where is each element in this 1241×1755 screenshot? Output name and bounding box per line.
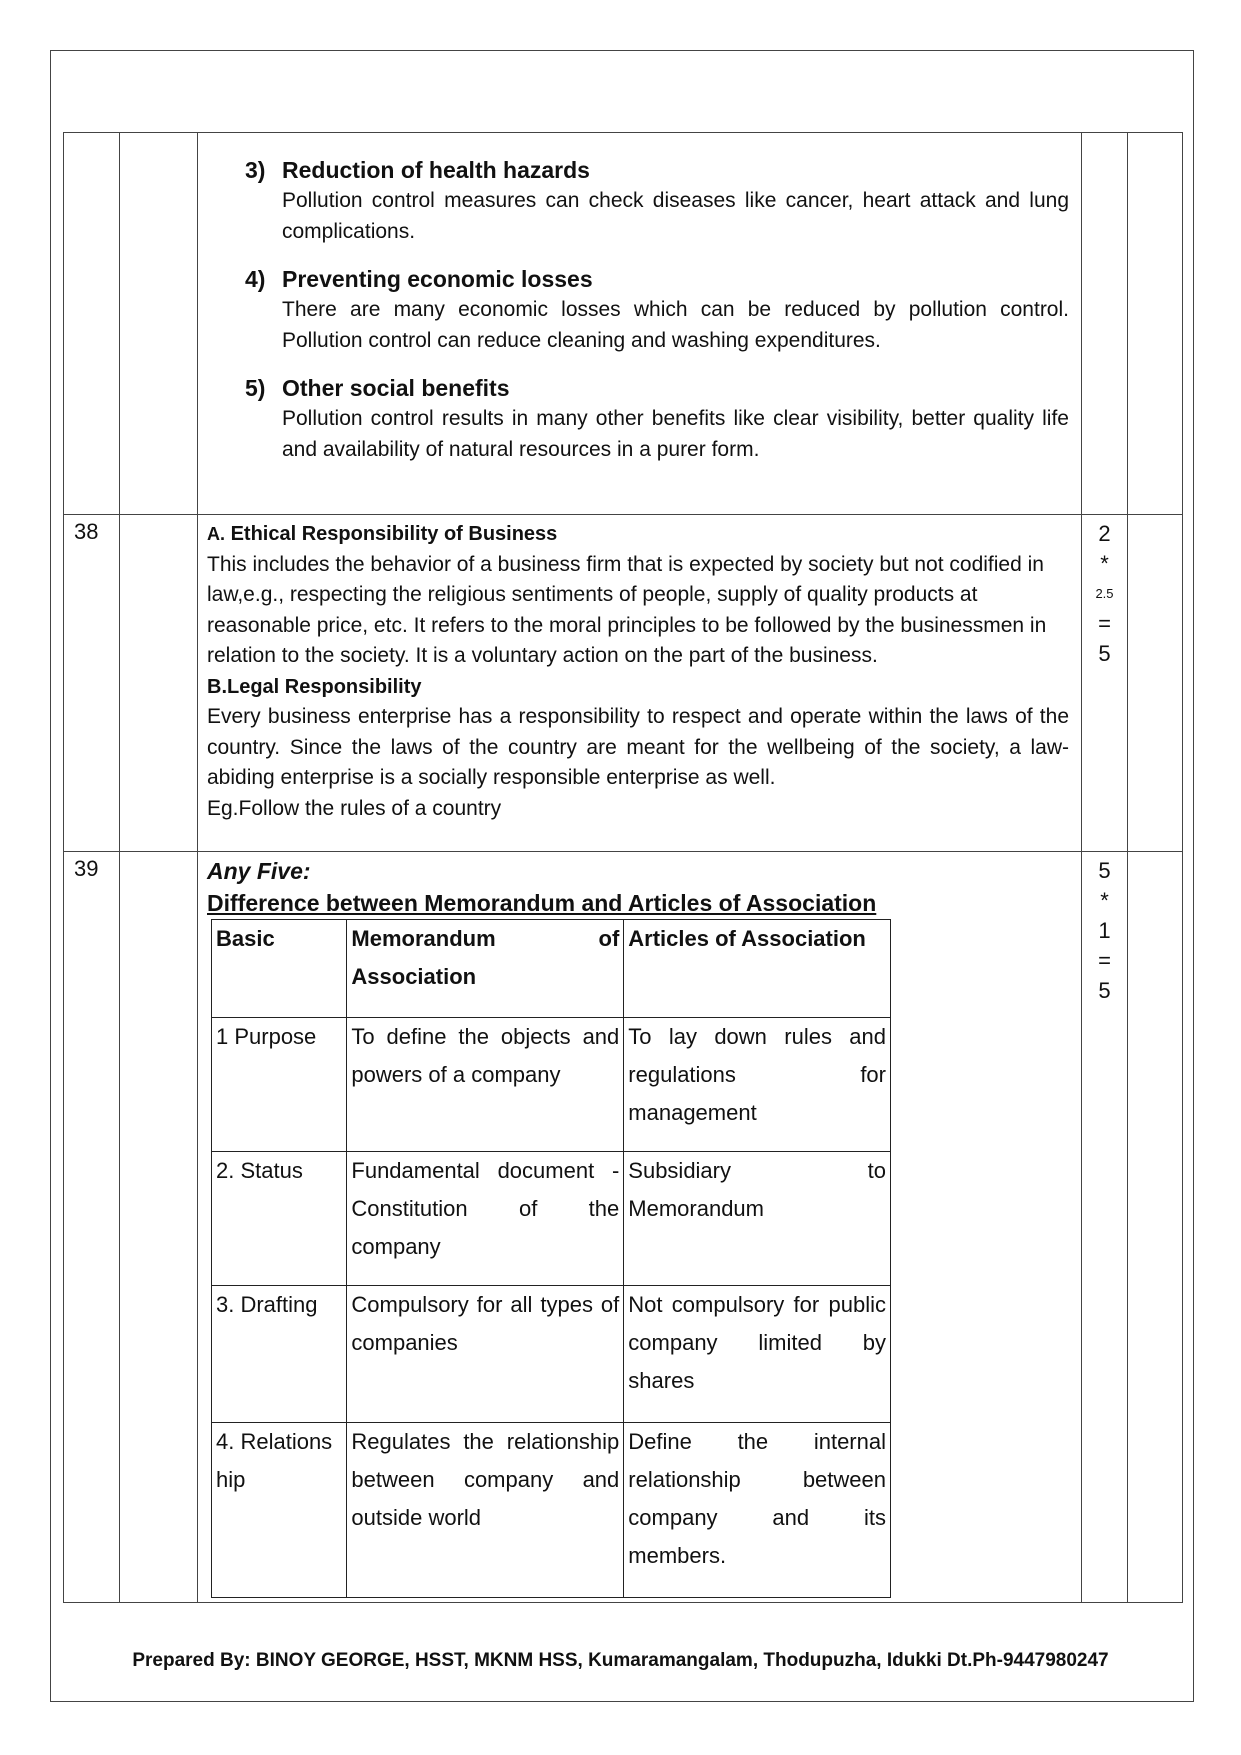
footer-credit: Prepared By: BINOY GEORGE, HSST, MKNM HSS, Kumaramangalam, Thodupuzha, Idukki Dt.Ph-9447980247 — [132, 1650, 1109, 1671]
pollution-benefits-cell — [198, 133, 1082, 515]
difference-row — [212, 1286, 891, 1423]
q39-answer-cell — [198, 852, 1082, 1603]
point-text: There are many economic losses which can be reduced by pollution control. Pollution control can reduce cleaning and washing expenditures. — [282, 298, 1069, 352]
difference-table — [211, 919, 891, 1598]
articles-cell: Define the internal relationship between company and its members. — [624, 1423, 891, 1598]
table-row — [64, 852, 1183, 1603]
point-title: Other social benefits — [282, 375, 510, 401]
empty-cell — [1128, 515, 1183, 852]
marks-line: 2 — [1098, 521, 1111, 546]
articles-cell: To lay down rules and regulations for management — [624, 1018, 891, 1152]
point-number: 5) — [245, 375, 266, 401]
marks-line: * — [1100, 551, 1109, 576]
difference-row — [212, 1018, 891, 1152]
q38-answer-cell — [198, 515, 1082, 852]
basic-cell: 2. Status — [212, 1152, 347, 1286]
marks-cell — [1082, 515, 1128, 852]
header-memorandum: Memorandum of Association — [347, 920, 624, 1018]
marks-line: 1 — [1098, 918, 1111, 943]
table-row — [64, 515, 1183, 852]
point-item — [245, 155, 1069, 247]
empty-cell — [120, 515, 198, 852]
memorandum-cell: Regulates the relationship between company and outside world — [347, 1423, 624, 1598]
marks-line: 5 — [1098, 978, 1111, 1003]
memorandum-cell: Fundamental document -Constitution of the company — [347, 1152, 624, 1286]
section-a-letter: A. — [207, 524, 225, 544]
section-b-text: Every business enterprise has a responsibility to respect and operate within the laws of the country. Since the laws of the country are meant for the wellbeing of the society, a law-abiding enterprise is a socially responsible enterprise as well. — [207, 705, 1069, 789]
question-number-cell — [64, 133, 120, 515]
point-title: Reduction of health hazards — [282, 157, 590, 183]
basic-cell: 1 Purpose — [212, 1018, 347, 1152]
section-a-title: Ethical Responsibility of Business — [230, 523, 558, 545]
empty-cell — [1128, 852, 1183, 1603]
empty-cell — [120, 852, 198, 1603]
question-number: 39 — [64, 852, 120, 1603]
marks-line: 5 — [1098, 858, 1111, 883]
point-number: 4) — [245, 266, 266, 292]
section-b-heading: B.Legal Responsibility — [207, 675, 422, 698]
header-articles: Articles of Association — [624, 920, 891, 1018]
any-five-label: Any Five: — [207, 858, 311, 884]
header-basic: Basic — [212, 920, 347, 1018]
difference-header-row — [212, 920, 891, 1018]
section-a-heading — [207, 519, 1069, 550]
memorandum-cell: Compulsory for all types of companies — [347, 1286, 624, 1423]
articles-cell: Subsidiary to Memorandum — [624, 1152, 891, 1286]
marks-line: = — [1098, 948, 1111, 973]
point-item — [245, 264, 1069, 356]
section-a-text: This includes the behavior of a business firm that is expected by society but not codified in law,e.g., respecting the religious sentiments of people, supply of quality products at reasonable price, etc. It refers to the moral principles to be followed by the businessmen in relation to the society. It is a voluntary action on the part of the business. — [207, 552, 1047, 667]
table-row — [64, 133, 1183, 515]
difference-row — [212, 1423, 891, 1598]
point-text: Pollution control measures can check diseases like cancer, heart attack and lung complications. — [282, 189, 1069, 243]
basic-cell: 4. Relationship — [212, 1423, 347, 1598]
point-item — [245, 373, 1069, 465]
marks-line: 5 — [1098, 641, 1111, 666]
difference-row — [212, 1152, 891, 1286]
marks-line: * — [1100, 888, 1109, 913]
marks-line: = — [1098, 611, 1111, 636]
marks-cell — [1082, 133, 1128, 515]
marks-line: 2.5 — [1095, 586, 1114, 601]
question-number: 38 — [64, 515, 120, 852]
empty-cell — [1128, 133, 1183, 515]
marks-cell — [1082, 852, 1128, 1603]
memorandum-cell: To define the objects and powers of a company — [347, 1018, 624, 1152]
articles-cell: Not compulsory for public company limited by shares — [624, 1286, 891, 1423]
section-b-example: Eg.Follow the rules of a country — [207, 796, 502, 820]
point-title: Preventing economic losses — [282, 266, 593, 292]
empty-cell — [120, 133, 198, 515]
basic-cell: 3. Drafting — [212, 1286, 347, 1423]
difference-title: Difference between Memorandum and Articles of Association — [207, 890, 877, 916]
point-number: 3) — [245, 157, 266, 183]
point-text: Pollution control results in many other benefits like clear visibility, better quality life and availability of natural resources in a purer form. — [282, 407, 1069, 461]
answer-key-table — [63, 132, 1183, 1603]
